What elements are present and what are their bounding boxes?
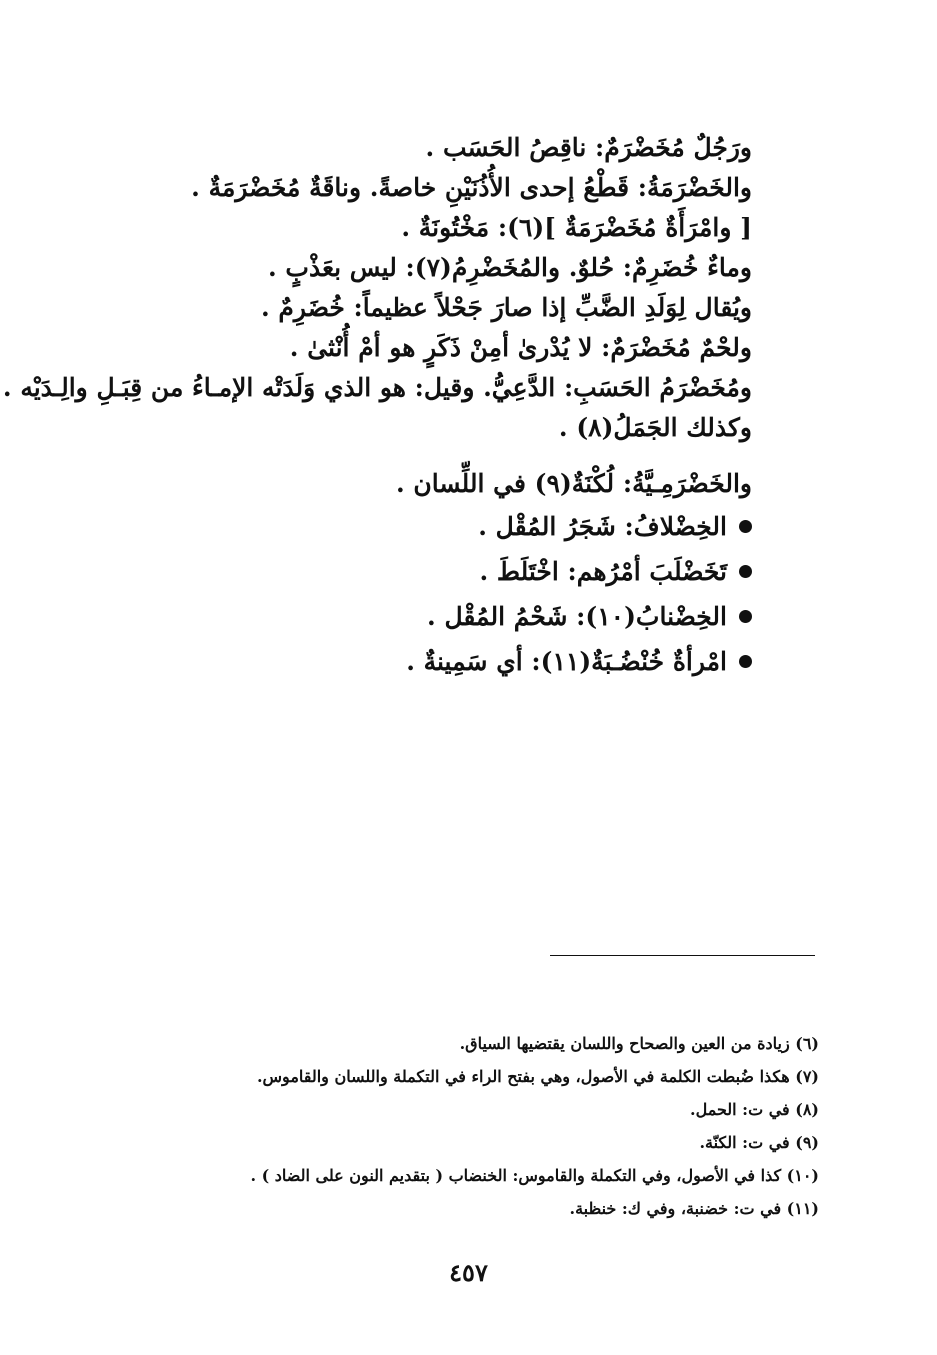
bullet-entry [32, 549, 752, 594]
text-line: ورَجُلٌ مُخَضْرَمٌ: ناقِصُ الحَسَب . [425, 133, 752, 162]
bullet-icon [739, 655, 752, 668]
text-line: ولحْمٌ مُخَضْرَمٌ: لا يُدْرىٰ أمِنْ ذَكَرٍ هو أمْ أُنْثىٰ . [289, 333, 752, 362]
text-line: وكذلك الجَمَلُ(٨) . [558, 413, 752, 442]
bullet-entry [32, 639, 752, 684]
footnote: (١١) في ت: خضنبة، وفي ك: خنظبة. [569, 1199, 819, 1218]
footnote: (٧) هكذا ضُبطت الكلمة في الأصول، وهي بفتح الراء في التكملة واللسان والقاموس. [256, 1067, 819, 1086]
text-line: والخَضْرَمِـيَّةُ: لُكْنَةٌ(٩) في اللِّسان . [395, 469, 752, 498]
footnote: (٦) زيادة من العين والصحاح واللسان يقتضيها السياق. [459, 1034, 819, 1053]
text-line: [ وامْرَأَةٌ مُخَضْرَمَةٌ ](٦): مَخْتُونَةٌ . [401, 213, 752, 242]
footnote-separator [550, 955, 815, 956]
bullet-icon [739, 610, 752, 623]
bullet-text: تَخَضْلَبَ أمْرُهم: اخْتَلَطَ . [479, 557, 727, 586]
footnote: (١٠) كذا في الأصول، وفي التكملة والقاموس: الخنضاب ( بتقديم النون على الضاد ) . [250, 1166, 819, 1185]
paragraph-gap [32, 448, 752, 464]
footnotes [99, 1027, 819, 1225]
page-number: ٤٥٧ [449, 1258, 488, 1287]
text-line: والخَضْرَمَةُ: قَطْعُ إحدى الأُذُنَيْنِ خاصةً. وناقَةٌ مُخَضْرَمَةٌ . [191, 173, 752, 202]
bullet-text: امْرأةٌ خُنْضُـبَةٌ(١١): أي سَمِينةٌ . [406, 647, 727, 676]
bullet-text: الخِضْلافُ: شَجَرُ المُقْل . [478, 512, 727, 541]
text-line: ويُقال لِوَلَدِ الضَّبِّ إذا صارَ جَحْلاً عظيماً: خُضَرِمٌ . [261, 293, 752, 322]
footnote: (٩) في ت: الكنّة. [699, 1133, 819, 1152]
bullet-icon [739, 520, 752, 533]
main-text [2, 128, 752, 684]
bullet-text: الخِضْنابُ(١٠): شَحْمُ المُقْل . [427, 602, 727, 631]
text-line: وماءٌ خُضَرِمٌ: حُلوٌ. والمُخَضْرِمُ(٧): ليس بعَذْبٍ . [268, 253, 752, 282]
bullet-icon [739, 565, 752, 578]
text-line: ومُخَضْرَمُ الحَسَبِ: الدَّعِيُّ. وقيل: هو الذي وَلَدَتْه الإمـاءُ من قِبَـلِ والِـدَيْه . [2, 373, 752, 402]
bullet-entry [32, 594, 752, 639]
bullet-entry [32, 504, 752, 549]
footnote: (٨) في ت: الحمل. [690, 1100, 819, 1119]
